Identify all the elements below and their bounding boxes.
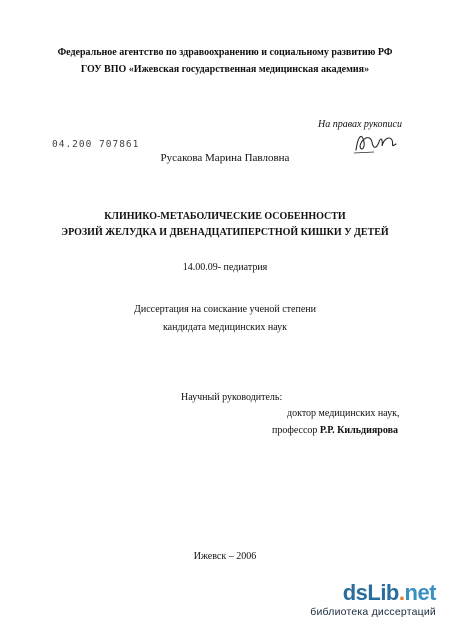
supervisor-label: Научный руководитель: — [181, 392, 283, 403]
author-name: Русакова Марина Павловна — [160, 152, 290, 164]
supervisor-degree: доктор медицинских наук, — [287, 408, 400, 419]
title-line-1: КЛИНИКО-МЕТАБОЛИЧЕСКИЕ ОСОБЕННОСТИ — [104, 211, 346, 222]
dslib-watermark[interactable] — [296, 580, 436, 620]
specialty-code: 14.00.09- педиатрия — [182, 262, 268, 273]
supervisor-name: Р.Р. Кильдиярова — [319, 425, 398, 436]
degree-line-2: кандидата медицинских наук — [162, 322, 288, 333]
manuscript-note: На правах рукописи — [318, 119, 402, 130]
dslib-tagline: библиотека диссертаций — [310, 606, 436, 618]
city-year: Ижевск – 2006 — [193, 551, 257, 562]
supervisor-line — [272, 425, 398, 436]
supervisor-title: профессор — [272, 425, 318, 436]
degree-line-1: Диссертация на соискание ученой степени — [134, 304, 316, 315]
title-line-2: ЭРОЗИЙ ЖЕЛУДКА И ДВЕНАДЦАТИПЕРСТНОЙ КИШКИ У ДЕТЕЙ — [61, 227, 389, 238]
dslib-logo: dsLib.net — [342, 580, 436, 605]
academy-line: ГОУ ВПО «Ижевская государственная медицинская академия» — [80, 64, 370, 75]
agency-line: Федеральное агентство по здравоохранению и социальному развитию РФ — [57, 47, 393, 58]
registry-number: 04.200 707861 — [52, 139, 140, 150]
